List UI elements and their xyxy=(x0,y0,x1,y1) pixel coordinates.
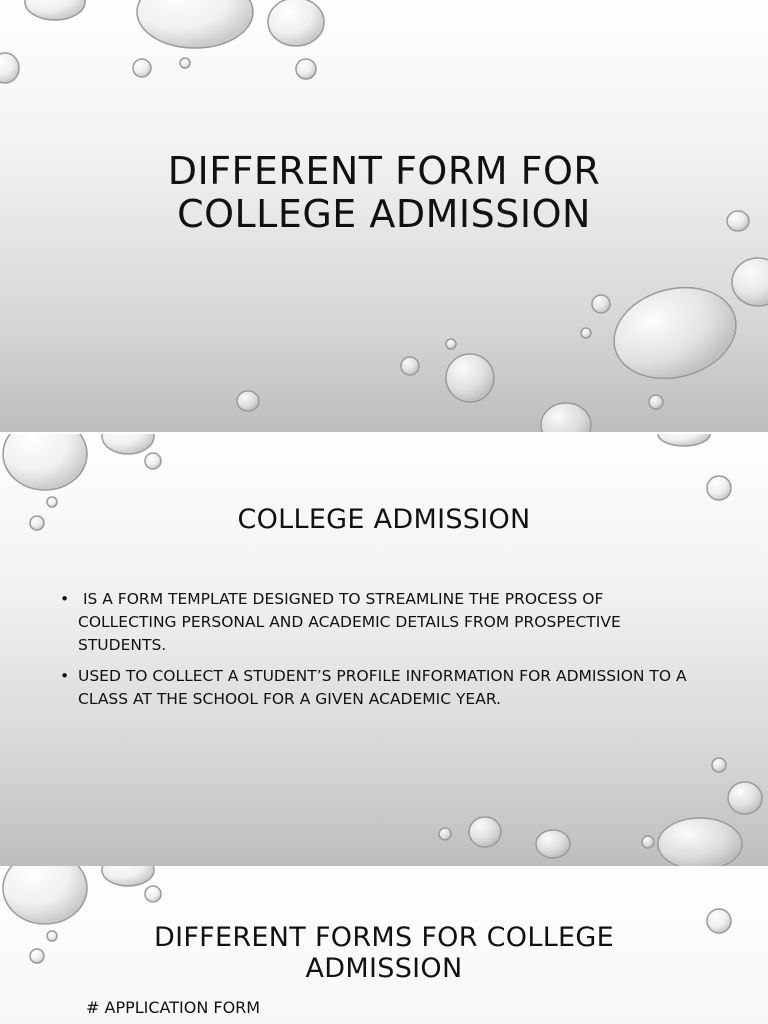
water-droplet-icon xyxy=(296,59,316,79)
bullet-list xyxy=(60,588,700,719)
water-droplet-icon xyxy=(180,58,190,68)
water-droplet-icon xyxy=(707,476,731,500)
bullet-item xyxy=(60,588,700,657)
bullet-text: IS A FORM TEMPLATE DESIGNED TO STREAMLINE THE PROCESS OF COLLECTING PERSONAL AND ACADEMIC DETAILS FROM PROSPECTIVE STUDENTS. xyxy=(78,590,626,654)
water-droplet-icon xyxy=(642,836,654,848)
title-line-2: COLLEGE ADMISSION xyxy=(177,192,591,236)
slide-heading: COLLEGE ADMISSION xyxy=(237,504,531,535)
slide-title xyxy=(0,0,768,432)
water-droplet-icon xyxy=(133,59,151,77)
forms-list-item: # APPLICATION FORM xyxy=(86,998,261,1017)
water-droplet-icon xyxy=(102,866,154,886)
water-droplet-icon xyxy=(712,758,726,772)
water-droplet-icon xyxy=(237,391,259,411)
water-droplet-icon xyxy=(3,866,87,924)
water-droplet-icon xyxy=(658,434,710,446)
slide-title-heading xyxy=(0,150,768,236)
bullet-item xyxy=(60,665,700,711)
water-droplet-icon xyxy=(446,339,456,349)
water-droplet-icon xyxy=(592,295,610,313)
forms-list xyxy=(86,996,260,1020)
water-droplet-icon xyxy=(446,354,494,402)
bullet-text: USED TO COLLECT A STUDENT’S PROFILE INFORMATION FOR ADMISSION TO A CLASS AT THE SCHOOL FOR A GIVEN ACADEMIC YEAR. xyxy=(78,667,687,708)
water-droplet-icon xyxy=(145,453,161,469)
water-droplet-icon xyxy=(145,886,161,902)
water-droplet-icon xyxy=(401,357,419,375)
water-droplet-icon xyxy=(604,274,747,391)
heading-line-2: ADMISSION xyxy=(305,953,463,984)
bullet-icon: • xyxy=(60,667,70,685)
water-droplet-icon xyxy=(649,395,663,409)
slide-heading xyxy=(0,922,768,984)
water-droplet-icon xyxy=(268,0,324,46)
water-droplet-icon xyxy=(581,328,591,338)
water-droplet-icon xyxy=(658,818,742,866)
water-droplet-icon xyxy=(541,403,591,432)
water-droplet-icon xyxy=(3,434,87,490)
title-line-1: DIFFERENT FORM FOR xyxy=(167,149,601,193)
water-droplet-icon xyxy=(732,258,768,306)
bullet-icon: • xyxy=(60,590,70,608)
heading-line-1: DIFFERENT FORMS FOR COLLEGE xyxy=(154,922,614,953)
water-droplet-icon xyxy=(102,434,154,454)
water-droplet-icon xyxy=(469,817,501,847)
water-droplet-icon xyxy=(728,782,762,814)
water-droplet-icon xyxy=(137,0,253,48)
water-droplet-icon xyxy=(0,53,19,83)
water-droplet-icon xyxy=(25,0,85,20)
water-droplet-icon xyxy=(536,830,570,858)
water-droplet-icon xyxy=(439,828,451,840)
